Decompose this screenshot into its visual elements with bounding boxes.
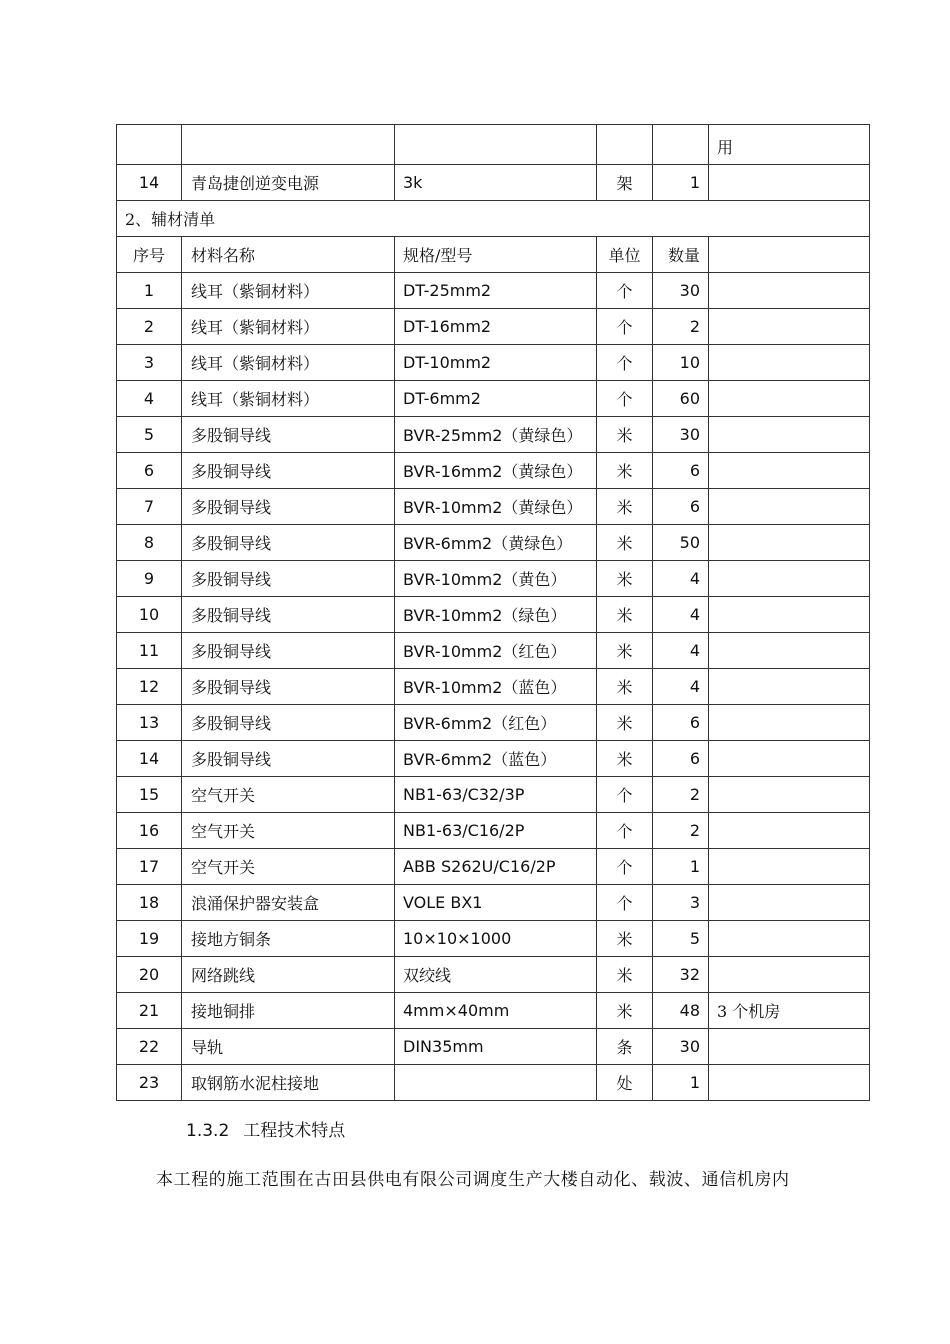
cell-no: 1	[117, 273, 182, 309]
cell-no: 18	[117, 885, 182, 921]
cell-qty: 3	[653, 885, 709, 921]
cell-qty: 6	[653, 741, 709, 777]
cell-unit: 个	[597, 777, 653, 813]
cell-unit: 条	[597, 1029, 653, 1065]
cell-no: 12	[117, 669, 182, 705]
cell-unit: 米	[597, 993, 653, 1029]
cell-no: 14	[117, 741, 182, 777]
cell-note	[709, 705, 870, 741]
cell-spec: DT-16mm2	[395, 309, 597, 345]
cell-qty: 30	[653, 417, 709, 453]
cell-note	[709, 165, 870, 201]
cell-qty: 1	[653, 1065, 709, 1101]
cell-unit: 个	[597, 381, 653, 417]
cell-note	[709, 813, 870, 849]
table-row	[117, 345, 870, 381]
cell-note	[709, 237, 870, 273]
cell-name: 空气开关	[182, 849, 395, 885]
cell-note	[709, 1065, 870, 1101]
section-title: 2、辅材清单	[117, 201, 870, 237]
table-row	[117, 561, 870, 597]
cell-spec: 3k	[395, 165, 597, 201]
cell-qty: 30	[653, 273, 709, 309]
cell-note	[709, 741, 870, 777]
cell-qty: 5	[653, 921, 709, 957]
table-row	[117, 125, 870, 165]
cell-note	[709, 489, 870, 525]
cell-unit: 米	[597, 957, 653, 993]
cell-name: 线耳（紫铜材料）	[182, 381, 395, 417]
cell-qty	[653, 125, 709, 165]
cell-no: 23	[117, 1065, 182, 1101]
cell-note: 3 个机房	[709, 993, 870, 1029]
cell-note	[709, 777, 870, 813]
cell-spec: BVR-6mm2（红色）	[395, 705, 597, 741]
cell-name: 接地铜排	[182, 993, 395, 1029]
table-header-row	[117, 237, 870, 273]
cell-unit: 米	[597, 669, 653, 705]
cell-no: 序号	[117, 237, 182, 273]
cell-spec: 4mm×40mm	[395, 993, 597, 1029]
cell-note	[709, 849, 870, 885]
cell-unit: 米	[597, 921, 653, 957]
cell-spec: BVR-6mm2（黄绿色）	[395, 525, 597, 561]
cell-unit: 个	[597, 273, 653, 309]
cell-qty: 1	[653, 849, 709, 885]
cell-spec: ABB S262U/C16/2P	[395, 849, 597, 885]
table-row	[117, 417, 870, 453]
table-row	[117, 165, 870, 201]
cell-note	[709, 957, 870, 993]
cell-spec: NB1-63/C32/3P	[395, 777, 597, 813]
table-row	[117, 885, 870, 921]
body-paragraph: 本工程的施工范围在古田县供电有限公司调度生产大楼自动化、载波、通信机房内	[156, 1170, 790, 1190]
table-row	[117, 957, 870, 993]
section-title-row	[117, 201, 870, 237]
cell-name: 取钢筋水泥柱接地	[182, 1065, 395, 1101]
table-row	[117, 489, 870, 525]
cell-spec: BVR-10mm2（黄色）	[395, 561, 597, 597]
table-row	[117, 993, 870, 1029]
cell-no: 3	[117, 345, 182, 381]
cell-name: 线耳（紫铜材料）	[182, 345, 395, 381]
cell-unit: 处	[597, 1065, 653, 1101]
table-row	[117, 669, 870, 705]
cell-note	[709, 417, 870, 453]
cell-name: 浪涌保护器安装盒	[182, 885, 395, 921]
table-row	[117, 777, 870, 813]
cell-unit: 米	[597, 525, 653, 561]
table-row	[117, 1065, 870, 1101]
cell-unit	[597, 125, 653, 165]
cell-name: 网络跳线	[182, 957, 395, 993]
cell-note	[709, 885, 870, 921]
cell-spec: BVR-6mm2（蓝色）	[395, 741, 597, 777]
cell-unit: 个	[597, 345, 653, 381]
cell-note	[709, 453, 870, 489]
cell-qty: 4	[653, 669, 709, 705]
cell-name: 多股铜导线	[182, 417, 395, 453]
cell-note	[709, 525, 870, 561]
cell-unit: 米	[597, 453, 653, 489]
cell-unit: 个	[597, 309, 653, 345]
cell-unit: 米	[597, 489, 653, 525]
cell-unit: 个	[597, 849, 653, 885]
cell-no: 20	[117, 957, 182, 993]
cell-qty: 4	[653, 597, 709, 633]
table-row	[117, 813, 870, 849]
cell-name: 多股铜导线	[182, 525, 395, 561]
cell-note	[709, 345, 870, 381]
cell-qty: 32	[653, 957, 709, 993]
cell-name: 多股铜导线	[182, 669, 395, 705]
cell-spec: DT-6mm2	[395, 381, 597, 417]
cell-name: 空气开关	[182, 813, 395, 849]
cell-no: 13	[117, 705, 182, 741]
cell-qty: 6	[653, 705, 709, 741]
cell-qty: 10	[653, 345, 709, 381]
cell-no: 15	[117, 777, 182, 813]
cell-name: 青岛捷创逆变电源	[182, 165, 395, 201]
cell-name: 多股铜导线	[182, 561, 395, 597]
cell-spec: BVR-16mm2（黄绿色）	[395, 453, 597, 489]
cell-note	[709, 381, 870, 417]
cell-no: 2	[117, 309, 182, 345]
cell-unit: 个	[597, 813, 653, 849]
cell-spec: DIN35mm	[395, 1029, 597, 1065]
cell-no: 6	[117, 453, 182, 489]
cell-name: 多股铜导线	[182, 597, 395, 633]
cell-name: 多股铜导线	[182, 633, 395, 669]
cell-qty: 2	[653, 813, 709, 849]
cell-qty: 2	[653, 309, 709, 345]
section-heading-title: 工程技术特点	[243, 1121, 346, 1141]
cell-spec: NB1-63/C16/2P	[395, 813, 597, 849]
cell-unit: 米	[597, 417, 653, 453]
cell-unit: 米	[597, 741, 653, 777]
cell-name: 多股铜导线	[182, 453, 395, 489]
table-row	[117, 597, 870, 633]
cell-unit: 米	[597, 705, 653, 741]
table-row	[117, 741, 870, 777]
cell-qty: 48	[653, 993, 709, 1029]
cell-no: 22	[117, 1029, 182, 1065]
cell-unit: 单位	[597, 237, 653, 273]
cell-note: 用	[709, 125, 870, 165]
cell-unit: 米	[597, 597, 653, 633]
cell-no: 7	[117, 489, 182, 525]
section-heading	[186, 1116, 345, 1141]
materials-table	[116, 124, 870, 1101]
cell-unit: 架	[597, 165, 653, 201]
cell-qty: 6	[653, 453, 709, 489]
cell-spec: BVR-25mm2（黄绿色）	[395, 417, 597, 453]
table-row	[117, 453, 870, 489]
cell-name: 多股铜导线	[182, 489, 395, 525]
cell-note	[709, 597, 870, 633]
cell-name: 材料名称	[182, 237, 395, 273]
cell-spec: 双绞线	[395, 957, 597, 993]
cell-no: 4	[117, 381, 182, 417]
cell-no: 21	[117, 993, 182, 1029]
cell-no	[117, 125, 182, 165]
cell-qty: 60	[653, 381, 709, 417]
cell-spec: BVR-10mm2（绿色）	[395, 597, 597, 633]
cell-name: 线耳（紫铜材料）	[182, 273, 395, 309]
cell-spec: 规格/型号	[395, 237, 597, 273]
table-row	[117, 309, 870, 345]
cell-no: 11	[117, 633, 182, 669]
table-row	[117, 705, 870, 741]
cell-name	[182, 125, 395, 165]
cell-no: 16	[117, 813, 182, 849]
cell-spec: BVR-10mm2（蓝色）	[395, 669, 597, 705]
cell-spec: VOLE BX1	[395, 885, 597, 921]
cell-unit: 米	[597, 561, 653, 597]
cell-spec	[395, 125, 597, 165]
cell-spec	[395, 1065, 597, 1101]
cell-spec: BVR-10mm2（红色）	[395, 633, 597, 669]
cell-qty: 2	[653, 777, 709, 813]
cell-qty: 1	[653, 165, 709, 201]
cell-name: 导轨	[182, 1029, 395, 1065]
cell-note	[709, 633, 870, 669]
cell-name: 接地方铜条	[182, 921, 395, 957]
table-row	[117, 525, 870, 561]
cell-no: 8	[117, 525, 182, 561]
cell-qty: 数量	[653, 237, 709, 273]
cell-note	[709, 921, 870, 957]
cell-note	[709, 669, 870, 705]
section-heading-number: 1.3.2	[186, 1121, 230, 1141]
table-row	[117, 381, 870, 417]
table-row	[117, 849, 870, 885]
cell-name: 多股铜导线	[182, 741, 395, 777]
cell-note	[709, 1029, 870, 1065]
table-row	[117, 273, 870, 309]
materials-table-body	[117, 125, 870, 1101]
cell-qty: 6	[653, 489, 709, 525]
cell-note	[709, 273, 870, 309]
table-row	[117, 633, 870, 669]
cell-spec: DT-25mm2	[395, 273, 597, 309]
cell-unit: 米	[597, 633, 653, 669]
cell-qty: 4	[653, 633, 709, 669]
cell-no: 17	[117, 849, 182, 885]
cell-spec: 10×10×1000	[395, 921, 597, 957]
cell-note	[709, 561, 870, 597]
cell-qty: 4	[653, 561, 709, 597]
cell-no: 14	[117, 165, 182, 201]
cell-qty: 50	[653, 525, 709, 561]
cell-no: 9	[117, 561, 182, 597]
cell-spec: BVR-10mm2（黄绿色）	[395, 489, 597, 525]
cell-name: 线耳（紫铜材料）	[182, 309, 395, 345]
cell-name: 多股铜导线	[182, 705, 395, 741]
cell-spec: DT-10mm2	[395, 345, 597, 381]
cell-no: 19	[117, 921, 182, 957]
cell-name: 空气开关	[182, 777, 395, 813]
cell-no: 10	[117, 597, 182, 633]
cell-note	[709, 309, 870, 345]
table-row	[117, 1029, 870, 1065]
cell-qty: 30	[653, 1029, 709, 1065]
table-row	[117, 921, 870, 957]
cell-no: 5	[117, 417, 182, 453]
cell-unit: 个	[597, 885, 653, 921]
